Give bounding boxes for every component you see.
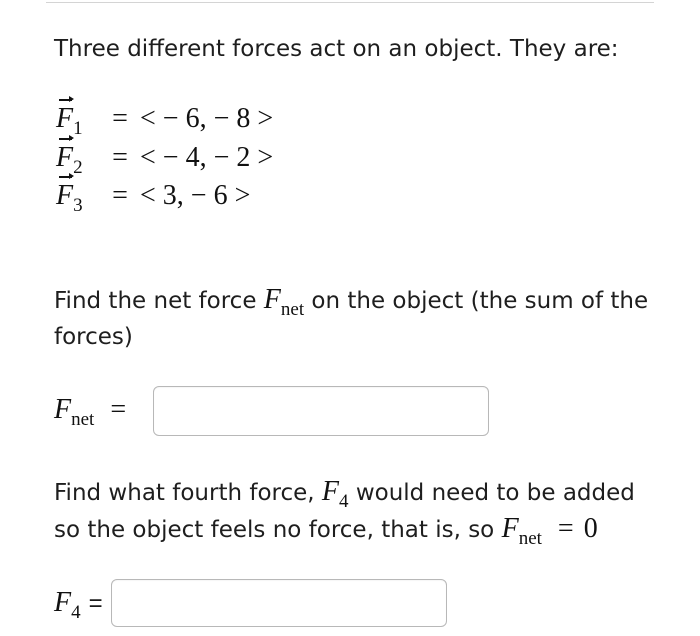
zero-value: 0 [583,513,598,544]
top-divider [46,2,654,3]
equals-sign: = [88,590,103,617]
fourth-force-symbol: F [321,476,340,507]
fourth-force-subscript: 4 [71,602,81,623]
force-row-1 [56,102,274,139]
question-text: Find what fourth force, [54,480,322,506]
net-force-symbol: F [263,284,281,315]
fourth-force-subscript: 4 [339,491,349,512]
question-text: Find the net force [54,288,264,314]
force-symbol: F [56,142,74,173]
net-force-subscript: net [71,409,95,430]
equals-sign: = [110,394,127,425]
fourth-force-label [54,587,103,623]
net-force-subscript: net [518,528,542,549]
force-subscript: 3 [73,195,83,216]
equals-sign: = [557,513,574,544]
net-force-input[interactable] [153,386,489,436]
equals-sign: = [112,142,128,173]
net-force-subscript: net [280,299,305,320]
force-row-3 [56,179,251,216]
net-force-symbol: F [54,394,72,425]
force-subscript: 1 [73,118,83,139]
question-net-force [54,283,664,354]
force-value: < 3, − 6 > [140,180,251,211]
fourth-force-input[interactable] [111,579,447,627]
force-subscript: 2 [73,157,83,178]
question-fourth-force [54,475,674,549]
force-value: < − 4, − 2 > [140,142,274,173]
net-force-symbol: F [501,513,519,544]
question-text: so the object feels no force, that is, so [54,517,502,543]
equals-sign: = [112,103,128,134]
force-symbol: F [56,103,74,134]
force-row-2 [56,141,274,178]
force-symbol: F [56,180,74,211]
fourth-force-symbol: F [54,587,72,618]
force-value: < − 6, − 8 > [140,103,274,134]
question-text: on the object (the sum of the [304,288,649,314]
net-force-label [54,394,127,430]
question-text: would need to be added [348,480,635,506]
intro-text: Three different forces act on an object. They are: [54,36,619,62]
equals-sign: = [112,180,128,211]
question-text: forces) [54,324,133,350]
